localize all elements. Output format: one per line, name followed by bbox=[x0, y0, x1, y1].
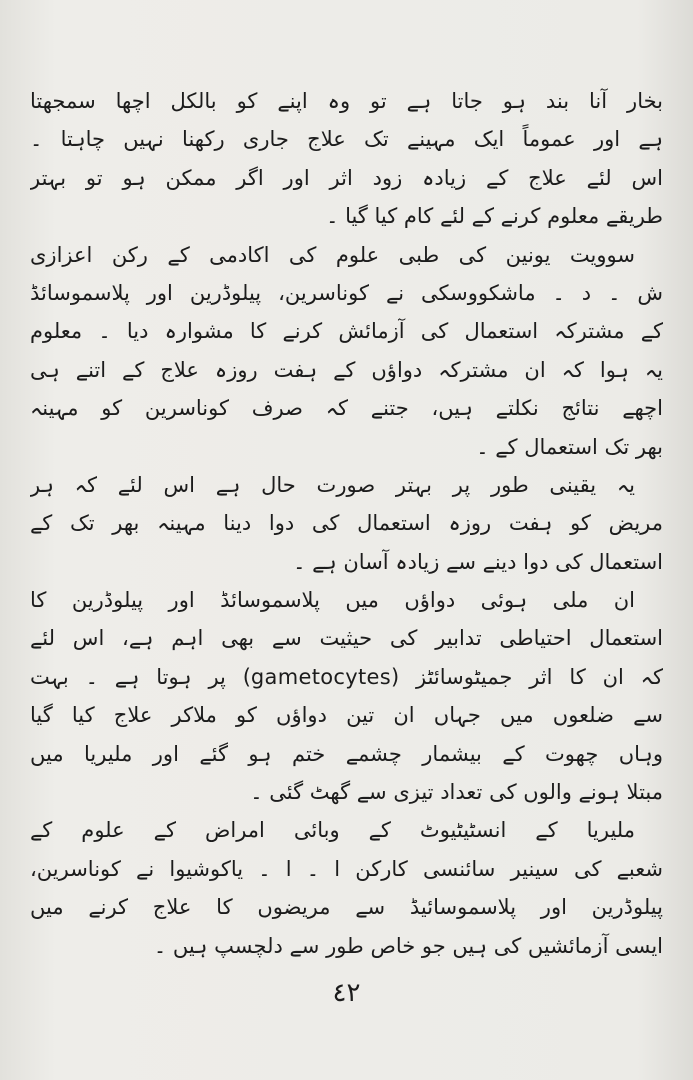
text-line: بھر تک استعمال کے ۔ bbox=[476, 434, 663, 459]
text-line: ش ۔ د ۔ ماشکووسکی نے کوناسرین، پیلوڈرین اور پلاسموسائڈ bbox=[30, 280, 663, 305]
text-line: یہ ہوا کہ ان مشترکہ دواؤں کے ہفت روزہ علاج کے اتنے ہی bbox=[30, 357, 663, 382]
text-line: اچھے نتائج نکلتے ہیں، جتنے کہ صرف کوناسرین کو مہینہ bbox=[30, 396, 663, 421]
text-line: ان ملی ہوئی دواؤں میں پلاسموسائڈ اور پیلوڈرین کا bbox=[30, 588, 635, 613]
text-line: استعمال کی دوا دینے سے زیادہ آسان ہے ۔ bbox=[293, 549, 663, 574]
urdu-text-body bbox=[30, 82, 663, 965]
text-line: مریض کو ہفت روزہ استعمال کی دوا دینا مہینہ بھر تک کے bbox=[30, 511, 663, 536]
text-line: سے ضلعوں میں جہاں ان تین دواؤں کو ملاکر علاج کیا گیا bbox=[30, 703, 663, 728]
text-line: استعمال احتیاطی تدابیر کی حیثیت سے بھی اہم ہے، اس لئے bbox=[30, 626, 663, 651]
text-line: بخار آنا بند ہو جاتا ہے تو وہ اپنے کو بالکل اچھا سمجھتا bbox=[30, 89, 663, 113]
text-line: مبتلا ہونے والوں کی تعداد تیزی سے گھٹ گئی ۔ bbox=[250, 780, 663, 805]
text-line: طریقے معلوم کرنے کے لئے کام کیا گیا ۔ bbox=[326, 204, 663, 229]
text-line: ملیریا کے انسٹیٹیوٹ کے وبائی امراض کے علوم کے bbox=[30, 818, 635, 843]
text-line: کے مشترکہ استعمال کی آزمائش کرنے کا مشوارہ دیا ۔ معلوم bbox=[30, 319, 663, 344]
text-line: ہے اور عموماً ایک مہینے تک علاج جاری رکھنا نہیں چاہتا ۔ bbox=[30, 127, 663, 152]
text-line: شعبے کی سینیر سائنسی کارکن ا ۔ ا ۔ یاکوشیوا نے کوناسرین، bbox=[30, 856, 663, 881]
text-line: وہاں چھوت کے بیشمار چشمے ختم ہو گئے اور ملیریا میں bbox=[30, 741, 663, 766]
text-line: یہ یقینی طور پر بہتر صورت حال ہے اس لئے کہ ہر bbox=[30, 472, 635, 497]
text-line: پیلوڈرین اور پلاسموسائیڈ سے مریضوں کا علاج کرنے میں bbox=[30, 895, 663, 920]
text-line: کہ ان کا اثر جمیٹوسائٹز (gametocytes) پر ہوتا ہے ۔ بہت bbox=[30, 664, 663, 689]
text-line: سوویت یونین کی طبی علوم کی اکادمی کے رکن اعزازی bbox=[30, 242, 635, 267]
text-line: ایسی آزمائشیں کی ہیں جو خاص طور سے دلچسپ ہیں ۔ bbox=[153, 933, 663, 958]
page-number: ٤٢ bbox=[332, 978, 361, 1008]
text-line: اس لئے علاج کے زیادہ زود اثر اور اگر ممکن ہو تو بہتر bbox=[30, 165, 663, 190]
